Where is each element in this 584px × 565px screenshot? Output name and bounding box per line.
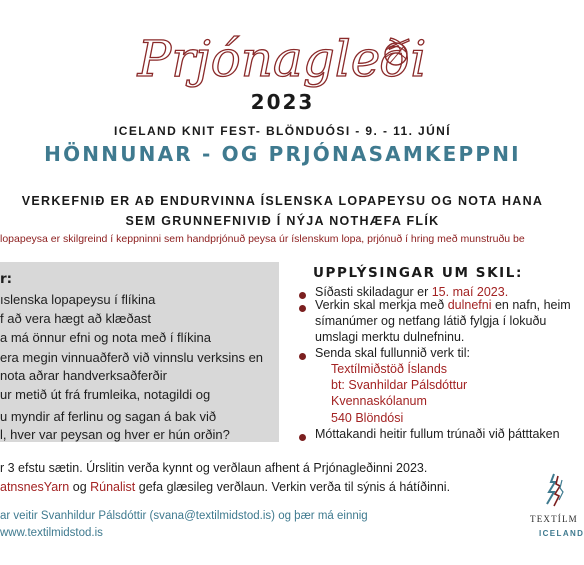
results-line: r 3 efstu sætin. Úrslitin verða kynnt og verðlaun afhent á Prjónagleðinni 2023.: [0, 461, 428, 475]
label-line-2: símanúmer og netfang látið fylgja í lokuðu: [315, 314, 547, 328]
rule-line: u myndir af ferlinu og sagan á bak við: [0, 409, 217, 424]
label-prefix: Verkin skal merkja með: [315, 298, 448, 312]
send-to-line: Senda skal fullunnið verk til:: [315, 346, 470, 360]
website-link[interactable]: www.textilmidstod.is: [0, 527, 103, 539]
sponsor-runalist: Rúnalist: [90, 480, 136, 494]
address-line: 540 Blöndósi: [331, 411, 404, 425]
lopapeysa-definition: lopapeysa er skilgreind í keppninni sem handprjónuð peysa úr íslenskum lopa, prjónuð í hring með munstruðu be: [0, 233, 525, 245]
sponsor-join: og: [69, 480, 91, 494]
rules-heading: r:: [0, 271, 13, 287]
festival-line: ICELAND KNIT FEST- BLÖNDUÓSI - 9. - 11. JÚNÍ: [114, 124, 451, 138]
label-suffix: en nafn, heim: [491, 298, 571, 312]
label-line-1: [315, 298, 571, 312]
rule-line: nota aðrar handverksaðferðir: [0, 368, 167, 383]
bullet-icon: [299, 305, 306, 312]
rule-line: f að vera hægt að klæðast: [0, 311, 152, 326]
submission-title: UPPLÝSINGAR UM SKIL:: [313, 265, 523, 281]
sponsor-vatnsnesyarn: atnsnesYarn: [0, 480, 70, 494]
contact-line: ar veitir Svanhildur Pálsdóttir (svana@textilmidstod.is) og þær má einnig: [0, 510, 368, 522]
textilmidstod-logo-icon: [542, 470, 565, 510]
address-line: Kvennaskólanum: [331, 394, 427, 408]
address-line: bt: Svanhildar Pálsdóttur: [331, 378, 468, 392]
deadline-date: 15. maí 2023.: [431, 285, 509, 299]
label-pseudonym: dulnefni: [447, 298, 492, 312]
partner-logo-subtitle: ICELAND: [539, 529, 584, 538]
sponsor-suffix: gefa glæsileg verðlaun. Verkin verða til sýnis á hátíðinni.: [135, 480, 451, 494]
label-line-3: umslagi merktu dulnefninu.: [315, 330, 465, 344]
page-title: HÖNNUNAR - OG PRJÓNASAMKEPPNI: [44, 142, 521, 166]
rule-line: l, hver var peysan og hver er hún orðin?: [0, 427, 230, 442]
rule-line: era megin vinnuaðferð við vinnslu verksins en: [0, 350, 264, 365]
task-line-1: VERKEFNIÐ ER AÐ ENDURVINNA ÍSLENSKA LOPAPEYSU OG NOTA HANA: [21, 194, 544, 208]
recipient-line: Móttakandi heitir fullum trúnaði við þátttaken: [315, 427, 560, 441]
rule-line: ıslenska lopapeysu í flíkina: [0, 292, 156, 307]
rule-line: a má önnur efni og nota með í flíkina: [0, 330, 212, 345]
deadline-line: [315, 285, 508, 299]
partner-logo-name: TEXTÍLM: [530, 514, 578, 524]
prjonagledi-logo: [0, 10, 565, 92]
deadline-prefix: Síðasti skiladagur er: [315, 285, 432, 299]
bullet-icon: [299, 353, 306, 360]
sponsors-line: [0, 480, 450, 494]
logo-wordmark: Prjónagleði: [137, 30, 427, 88]
task-line-2: SEM GRUNNEFNIVIÐ Í NÝJA NOTHÆFA FLÍK: [125, 214, 440, 228]
rules-panel: [0, 262, 279, 442]
bullet-icon: [299, 292, 306, 299]
address-line: Textílmiðstöð Íslands: [331, 362, 448, 376]
year: 2023: [250, 90, 315, 114]
rule-line: ur metið út frá frumleika, notagildi og: [0, 387, 211, 402]
bullet-icon: [299, 434, 306, 441]
